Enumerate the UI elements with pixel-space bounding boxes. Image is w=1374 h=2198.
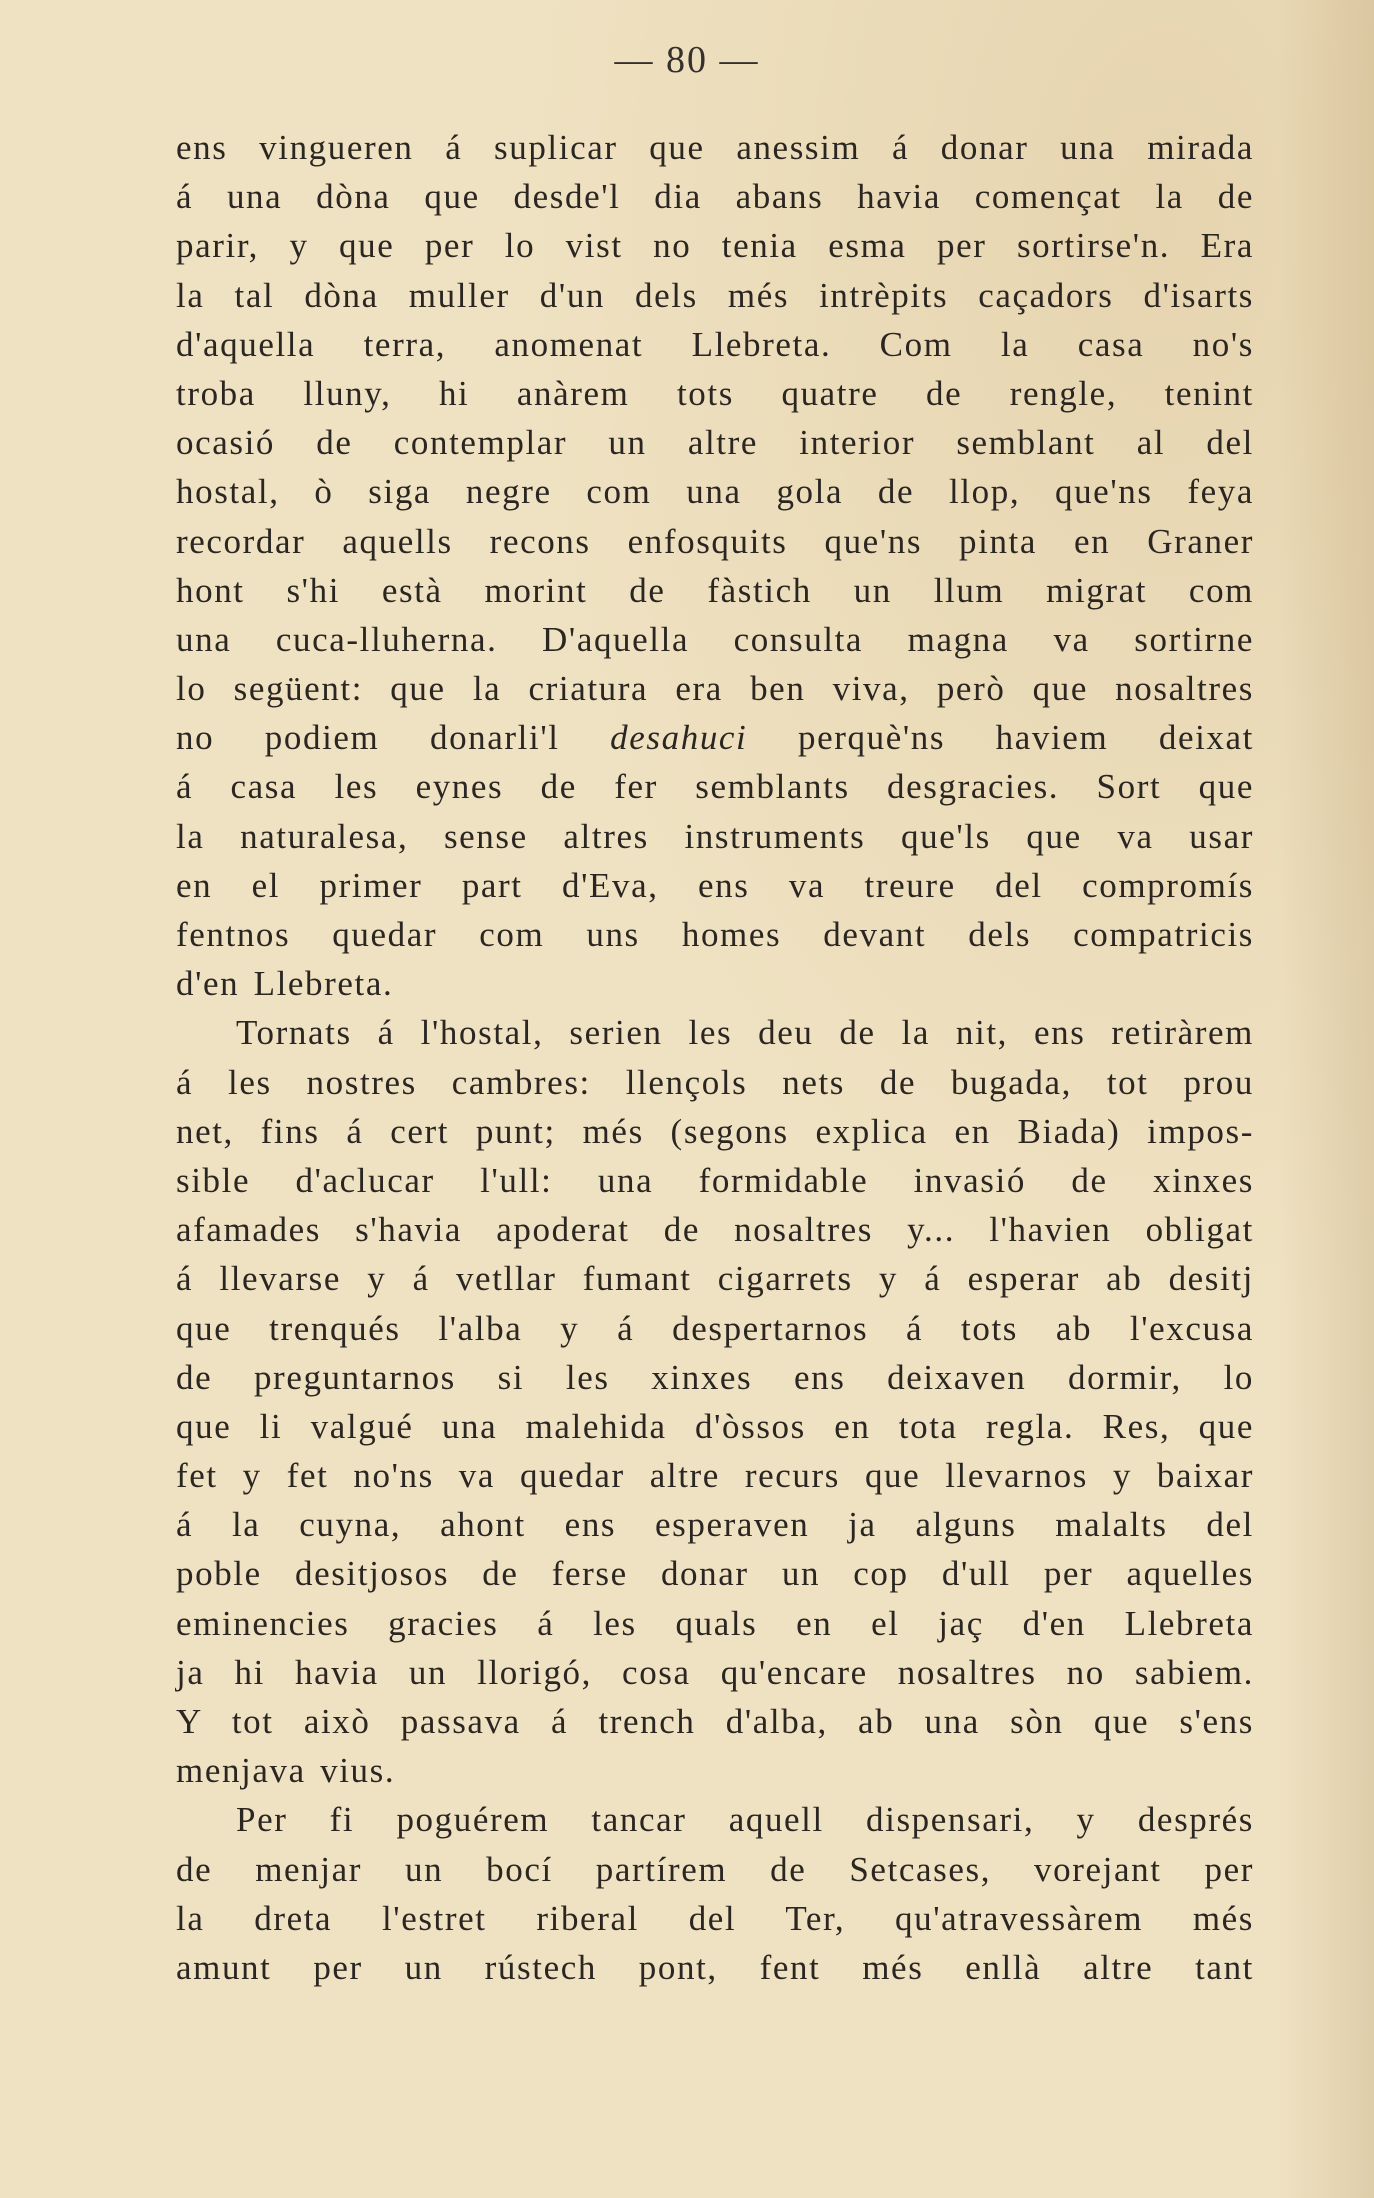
paragraph-start-line: Per fi poguérem tancar aquell dispensari, y després: [236, 1800, 1254, 1840]
text-line: la tal dòna muller d'un dels més intrèpits caçadors d'isarts: [176, 275, 1254, 315]
text-fragment: perquè'ns haviem deixat: [798, 718, 1254, 758]
text-line: en el primer part d'Eva, ens va treure del compromís: [176, 865, 1254, 905]
text-line: afamades s'havia apoderat de nosaltres y... l'havien obligat: [176, 1210, 1254, 1250]
text-line: á les nostres cambres: llençols nets de bugada, tot prou: [176, 1062, 1254, 1102]
body-text: [176, 123, 1254, 1992]
text-line: ocasió de contemplar un altre interior semblant al del: [176, 423, 1254, 463]
paragraph-end-line: menjava vius.: [176, 1751, 396, 1791]
text-line: que trenqués l'alba y á despertarnos á tots ab l'excusa: [176, 1308, 1254, 1348]
text-line: la naturalesa, sense altres instruments que'ls que va usar: [176, 816, 1254, 856]
text-line: que li valgué una malehida d'òssos en tota regla. Res, que: [176, 1406, 1254, 1446]
text-line: poble desitjosos de ferse donar un cop d'ull per aquelles: [176, 1554, 1254, 1594]
text-line: á una dòna que desde'l dia abans havia començat la de: [176, 177, 1254, 217]
text-line: lo següent: que la criatura era ben viva, però que nosaltres: [176, 669, 1254, 709]
italic-word: desahuci: [610, 718, 748, 758]
text-line: de preguntarnos si les xinxes ens deixaven dormir, lo: [176, 1357, 1254, 1397]
text-line: ens vingueren á suplicar que anessim á donar una mirada: [176, 128, 1254, 167]
text-line: á la cuyna, ahont ens esperaven ja alguns malalts del: [176, 1505, 1254, 1545]
page-number: — 80 —: [614, 39, 760, 81]
text-line: la dreta l'estret riberal del Ter, qu'atravessàrem més: [176, 1898, 1254, 1938]
text-line: sible d'aclucar l'ull: una formidable invasió de xinxes: [176, 1160, 1254, 1200]
text-fragment: no podiem donarli'l: [176, 718, 560, 758]
text-line: hostal, ò siga negre com una gola de llop, que'ns feya: [176, 472, 1254, 512]
text-line: fentnos quedar com uns homes devant dels compatricis: [176, 915, 1254, 954]
text-line: hont s'hi està morint de fàstich un llum migrat com: [176, 570, 1254, 610]
text-line: parir, y que per lo vist no tenia esma per sortirse'n. Era: [176, 226, 1254, 266]
text-line: una cuca-lluherna. D'aquella consulta magna va sortirne: [176, 619, 1254, 659]
paragraph-start-line: Tornats á l'hostal, serien les deu de la nit, ens retiràrem: [236, 1013, 1254, 1053]
text-line: amunt per un rústech pont, fent més enllà altre tant: [176, 1947, 1254, 1987]
text-line: d'aquella terra, anomenat Llebreta. Com la casa no's: [176, 324, 1254, 364]
paragraph-end-line: d'en Llebreta.: [176, 964, 394, 1004]
text-line: ja hi havia un llorigó, cosa qu'encare nosaltres no sabiem.: [176, 1652, 1254, 1692]
text-line-with-italic: [176, 713, 1254, 762]
text-line: troba lluny, hi anàrem tots quatre de rengle, tenint: [176, 373, 1254, 413]
text-line: á casa les eynes de fer semblants desgracies. Sort que: [176, 767, 1254, 807]
text-line: de menjar un bocí partírem de Setcases, vorejant per: [176, 1849, 1254, 1889]
text-line: recordar aquells recons enfosquits que'ns pinta en Graner: [176, 521, 1254, 561]
text-line: net, fins á cert punt; més (segons explica en Biada) impos-: [176, 1111, 1254, 1151]
text-line: eminencies gracies á les quals en el jaç d'en Llebreta: [176, 1603, 1254, 1643]
text-line: fet y fet no'ns va quedar altre recurs que llevarnos y baixar: [176, 1456, 1254, 1496]
text-line: á llevarse y á vetllar fumant cigarrets y á esperar ab desitj: [176, 1259, 1254, 1299]
text-line: Y tot això passava á trench d'alba, ab una sòn que s'ens: [176, 1702, 1254, 1741]
